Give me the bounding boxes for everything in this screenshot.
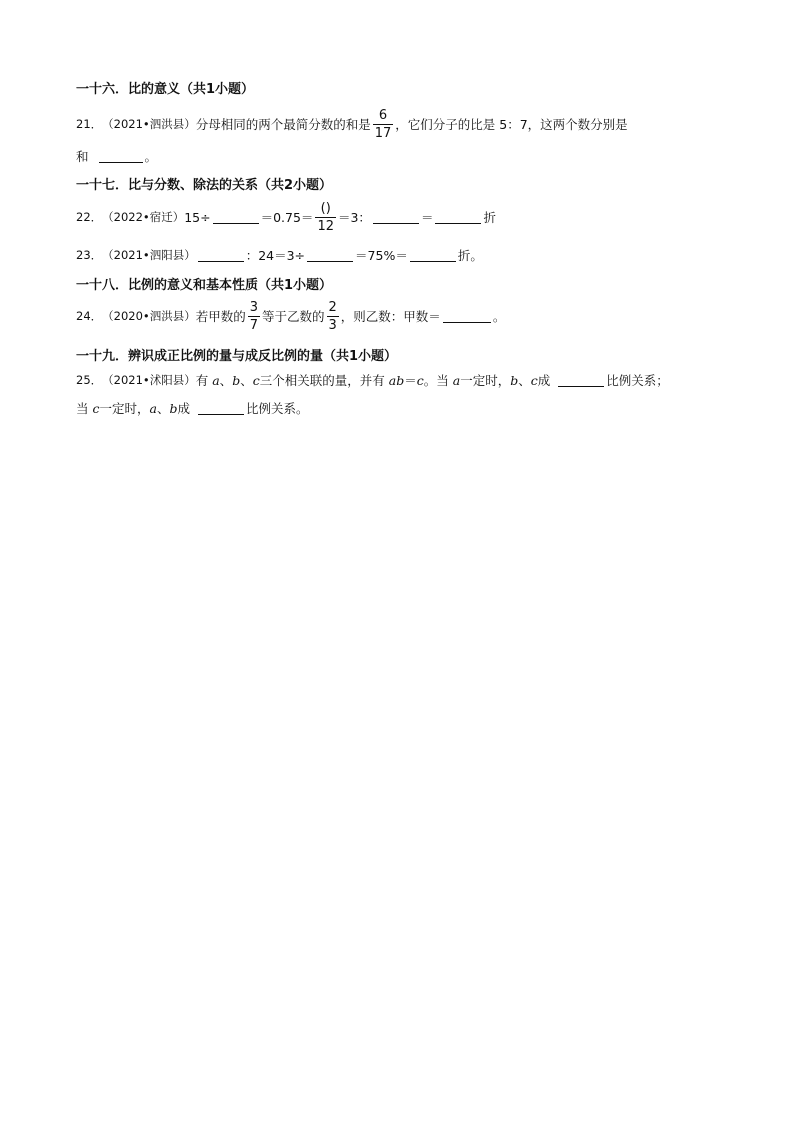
variable-c: c xyxy=(530,372,538,388)
question-text: 和 xyxy=(76,149,89,164)
variable-a: a xyxy=(212,372,220,388)
question-text: 成 xyxy=(537,373,551,388)
question-text: ，则乙数：甲数＝ xyxy=(340,309,441,324)
question-number: 22． xyxy=(76,210,103,224)
question-number: 21． xyxy=(76,117,103,131)
question-25-continued xyxy=(76,398,309,418)
fraction-denominator: 3 xyxy=(328,317,337,333)
question-text: 、 xyxy=(219,373,233,388)
question-text: 比例关系。 xyxy=(246,401,309,416)
question-text: ＝ xyxy=(404,373,417,388)
fraction-denominator: 12 xyxy=(317,218,334,234)
answer-blank[interactable] xyxy=(558,374,604,387)
variable-b: b xyxy=(510,372,519,388)
answer-blank[interactable] xyxy=(198,249,244,262)
question-text: 折。 xyxy=(457,248,483,263)
question-text: 有 xyxy=(195,373,209,388)
fraction-numerator: 6 xyxy=(378,107,388,123)
question-text: 15÷ xyxy=(184,209,211,225)
question-text: 、 xyxy=(157,401,170,416)
question-text: 。 xyxy=(492,309,506,324)
question-text: 折 xyxy=(483,210,496,225)
question-text: 一定时， xyxy=(460,373,511,388)
question-text: 当 xyxy=(76,401,89,416)
fraction-6-17 xyxy=(373,109,394,140)
question-23 xyxy=(76,245,483,265)
answer-blank[interactable] xyxy=(198,402,244,415)
question-text: 。当 xyxy=(423,373,449,388)
variable-c: c xyxy=(92,400,100,416)
variable-ab: ab xyxy=(388,372,405,388)
section-heading-18: 一十八．比例的意义和基本性质（共1小题） xyxy=(76,277,333,293)
fraction-numerator: 3 xyxy=(249,299,258,315)
question-text: ＝ xyxy=(420,210,434,225)
question-text: ＝3： xyxy=(337,210,371,225)
question-text: 、 xyxy=(518,373,531,388)
question-text: 分母相同的两个最简分数的和是 xyxy=(195,117,371,132)
question-text: 比例关系； xyxy=(606,373,669,388)
variable-a: a xyxy=(149,400,157,416)
question-source: （2022•宿迁） xyxy=(102,210,185,224)
variable-b: b xyxy=(169,400,178,416)
fraction-3-7 xyxy=(248,301,260,332)
answer-blank[interactable] xyxy=(213,211,259,224)
question-text: 、 xyxy=(240,373,253,388)
question-source: （2021•泗洪县） xyxy=(102,117,196,131)
answer-blank[interactable] xyxy=(307,249,353,262)
question-22 xyxy=(76,200,496,234)
question-text: ，它们分子的比是 5：7，这两个数分别是 xyxy=(395,117,628,132)
question-text: 三个相关联的量，并有 xyxy=(259,373,385,388)
question-number: 23． xyxy=(76,248,103,262)
question-source: （2020•泗洪县） xyxy=(102,309,196,323)
answer-blank[interactable] xyxy=(373,211,419,224)
fraction-blank-12 xyxy=(315,202,336,233)
fraction-numerator: 2 xyxy=(328,299,337,315)
question-text: 若甲数的 xyxy=(195,309,246,324)
fraction-numerator: () xyxy=(320,200,331,216)
question-source: （2021•沭阳县） xyxy=(102,373,196,387)
question-24 xyxy=(76,299,505,333)
variable-a: a xyxy=(452,372,461,388)
fraction-denominator: 7 xyxy=(249,317,258,333)
question-number: 25． xyxy=(76,373,103,387)
fraction-denominator: 17 xyxy=(374,125,392,141)
answer-blank[interactable] xyxy=(410,249,456,262)
question-source: （2021•泗阳县） xyxy=(102,248,196,262)
answer-blank[interactable] xyxy=(435,211,481,224)
variable-c: c xyxy=(416,372,424,388)
question-text: ＝75%＝ xyxy=(355,248,408,263)
section-heading-19: 一十九．辨识成正比例的量与成反比例的量（共1小题） xyxy=(76,348,398,364)
question-number: 24． xyxy=(76,309,103,323)
answer-blank[interactable] xyxy=(99,150,143,163)
variable-b: b xyxy=(232,372,241,388)
question-text: ：24＝3÷ xyxy=(245,248,306,263)
question-25 xyxy=(76,370,669,390)
fraction-2-3 xyxy=(327,301,339,332)
question-text: 一定时， xyxy=(99,401,150,416)
answer-blank[interactable] xyxy=(443,310,491,323)
section-heading-17: 一十七．比与分数、除法的关系（共2小题） xyxy=(76,177,333,193)
question-text: ＝0.75＝ xyxy=(260,210,314,225)
question-21-continued xyxy=(76,146,157,166)
question-text: 等于乙数的 xyxy=(262,309,325,324)
question-text: 。 xyxy=(144,149,158,164)
question-21 xyxy=(76,108,628,140)
variable-c: c xyxy=(252,372,260,388)
question-text: 成 xyxy=(177,401,191,416)
section-heading-16: 一十六．比的意义（共1小题） xyxy=(76,81,255,97)
